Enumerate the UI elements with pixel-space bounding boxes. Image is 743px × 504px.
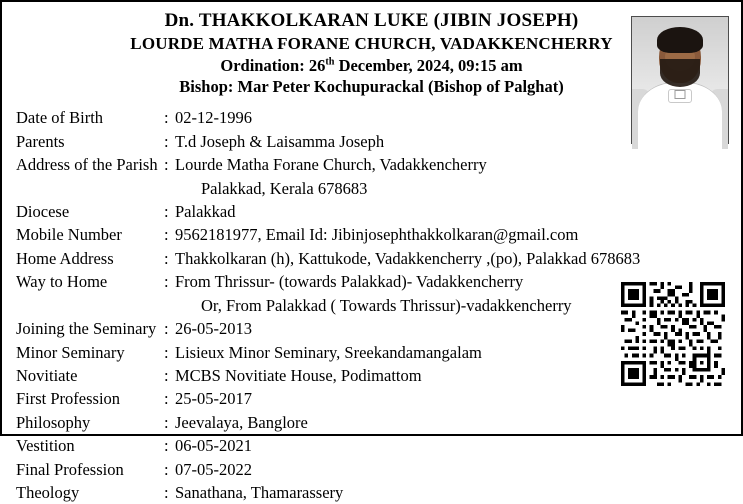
table-row xyxy=(16,153,731,176)
row-label: Philosophy xyxy=(16,412,91,432)
row-label: Date of Birth xyxy=(16,108,104,128)
table-row-continuation xyxy=(16,177,731,200)
row-label: Novitiate xyxy=(16,365,78,385)
row-colon: : xyxy=(164,272,169,292)
row-label: Final Profession xyxy=(16,459,124,479)
row-value: 06-05-2021 xyxy=(175,436,252,456)
row-value: 25-05-2017 xyxy=(175,389,252,409)
row-value: Lisieux Minor Seminary, Sreekandamangalam xyxy=(175,342,482,362)
row-colon: : xyxy=(164,319,169,339)
deacon-name: Dn. THAKKOLKARAN LUKE (JIBIN JOSEPH) xyxy=(164,10,579,31)
row-value: 07-05-2022 xyxy=(175,459,252,479)
table-row xyxy=(16,223,731,246)
church-name: LOURDE MATHA FORANE CHURCH, VADAKKENCHERRY xyxy=(130,34,613,54)
photo-beard xyxy=(660,59,700,87)
row-colon: : xyxy=(164,459,169,479)
row-label: First Profession xyxy=(16,389,121,409)
photo-hair xyxy=(657,27,703,53)
row-colon: : xyxy=(164,412,169,432)
row-colon: : xyxy=(164,248,169,268)
row-value: MCBS Novitiate House, Podimattom xyxy=(175,365,422,385)
table-row xyxy=(16,458,731,481)
row-value: Lourde Matha Forane Church, Vadakkencherry xyxy=(175,155,487,175)
qr-code[interactable] xyxy=(621,282,725,386)
row-colon: : xyxy=(164,342,169,362)
row-colon: : xyxy=(164,225,169,245)
table-row xyxy=(16,200,731,223)
row-label: Diocese xyxy=(16,201,70,221)
row-colon: : xyxy=(164,131,169,151)
row-label: Joining the Seminary xyxy=(16,319,157,339)
row-value: Thakkolkaran (h), Kattukode, Vadakkencherry ,(po), Palakkad 678683 xyxy=(175,248,641,268)
row-colon: : xyxy=(164,483,169,503)
row-label: Address of the Parish xyxy=(16,155,158,175)
table-row xyxy=(16,481,731,504)
row-label: Vestition xyxy=(16,436,75,456)
ordination-label: Ordination: xyxy=(220,56,305,76)
row-label: Theology xyxy=(16,483,80,503)
row-label: Home Address xyxy=(16,248,114,268)
qr-code-icon xyxy=(621,282,725,386)
table-row xyxy=(16,130,731,153)
bishop-line: Bishop: Mar Peter Kochupurackal (Bishop of Palghat) xyxy=(179,77,564,97)
table-row xyxy=(16,411,731,434)
row-label: Parents xyxy=(16,131,65,151)
row-value: Palakkad xyxy=(175,201,236,221)
row-value: From Thrissur- (towards Palakkad)- Vadakkencherry xyxy=(175,272,524,292)
row-value: 9562181977, Email Id: Jibinjosephthakkolkaran@gmail.com xyxy=(175,225,579,245)
row-value: 26-05-2013 xyxy=(175,319,252,339)
photo-collar-tab xyxy=(675,90,686,99)
ordination-rest: December, 2024, 09:15 am xyxy=(334,56,523,76)
row-colon: : xyxy=(164,365,169,385)
table-row xyxy=(16,434,731,457)
ordination-day-suffix: th xyxy=(325,56,335,68)
row-label: Minor Seminary xyxy=(16,342,125,362)
table-row xyxy=(16,387,731,410)
row-colon: : xyxy=(164,389,169,409)
row-value: Sanathana, Thamarassery xyxy=(175,483,344,503)
row-value: 02-12-1996 xyxy=(175,108,252,128)
row-value: Jeevalaya, Banglore xyxy=(175,412,308,432)
row-colon: : xyxy=(164,108,169,128)
row-colon: : xyxy=(164,201,169,221)
row-label: Way to Home xyxy=(16,272,108,292)
row-value: T.d Joseph & Laisamma Joseph xyxy=(175,131,385,151)
portrait-photo xyxy=(631,16,729,144)
row-label: Mobile Number xyxy=(16,225,122,245)
ordination-day: 26 xyxy=(308,56,326,76)
row-colon: : xyxy=(164,436,169,456)
table-row xyxy=(16,106,731,129)
row-value: Palakkad, Kerala 678683 xyxy=(201,178,368,198)
table-row xyxy=(16,247,731,270)
row-colon: : xyxy=(164,155,169,175)
row-value: Or, From Palakkad ( Towards Thrissur)-vadakkencherry xyxy=(201,295,572,315)
